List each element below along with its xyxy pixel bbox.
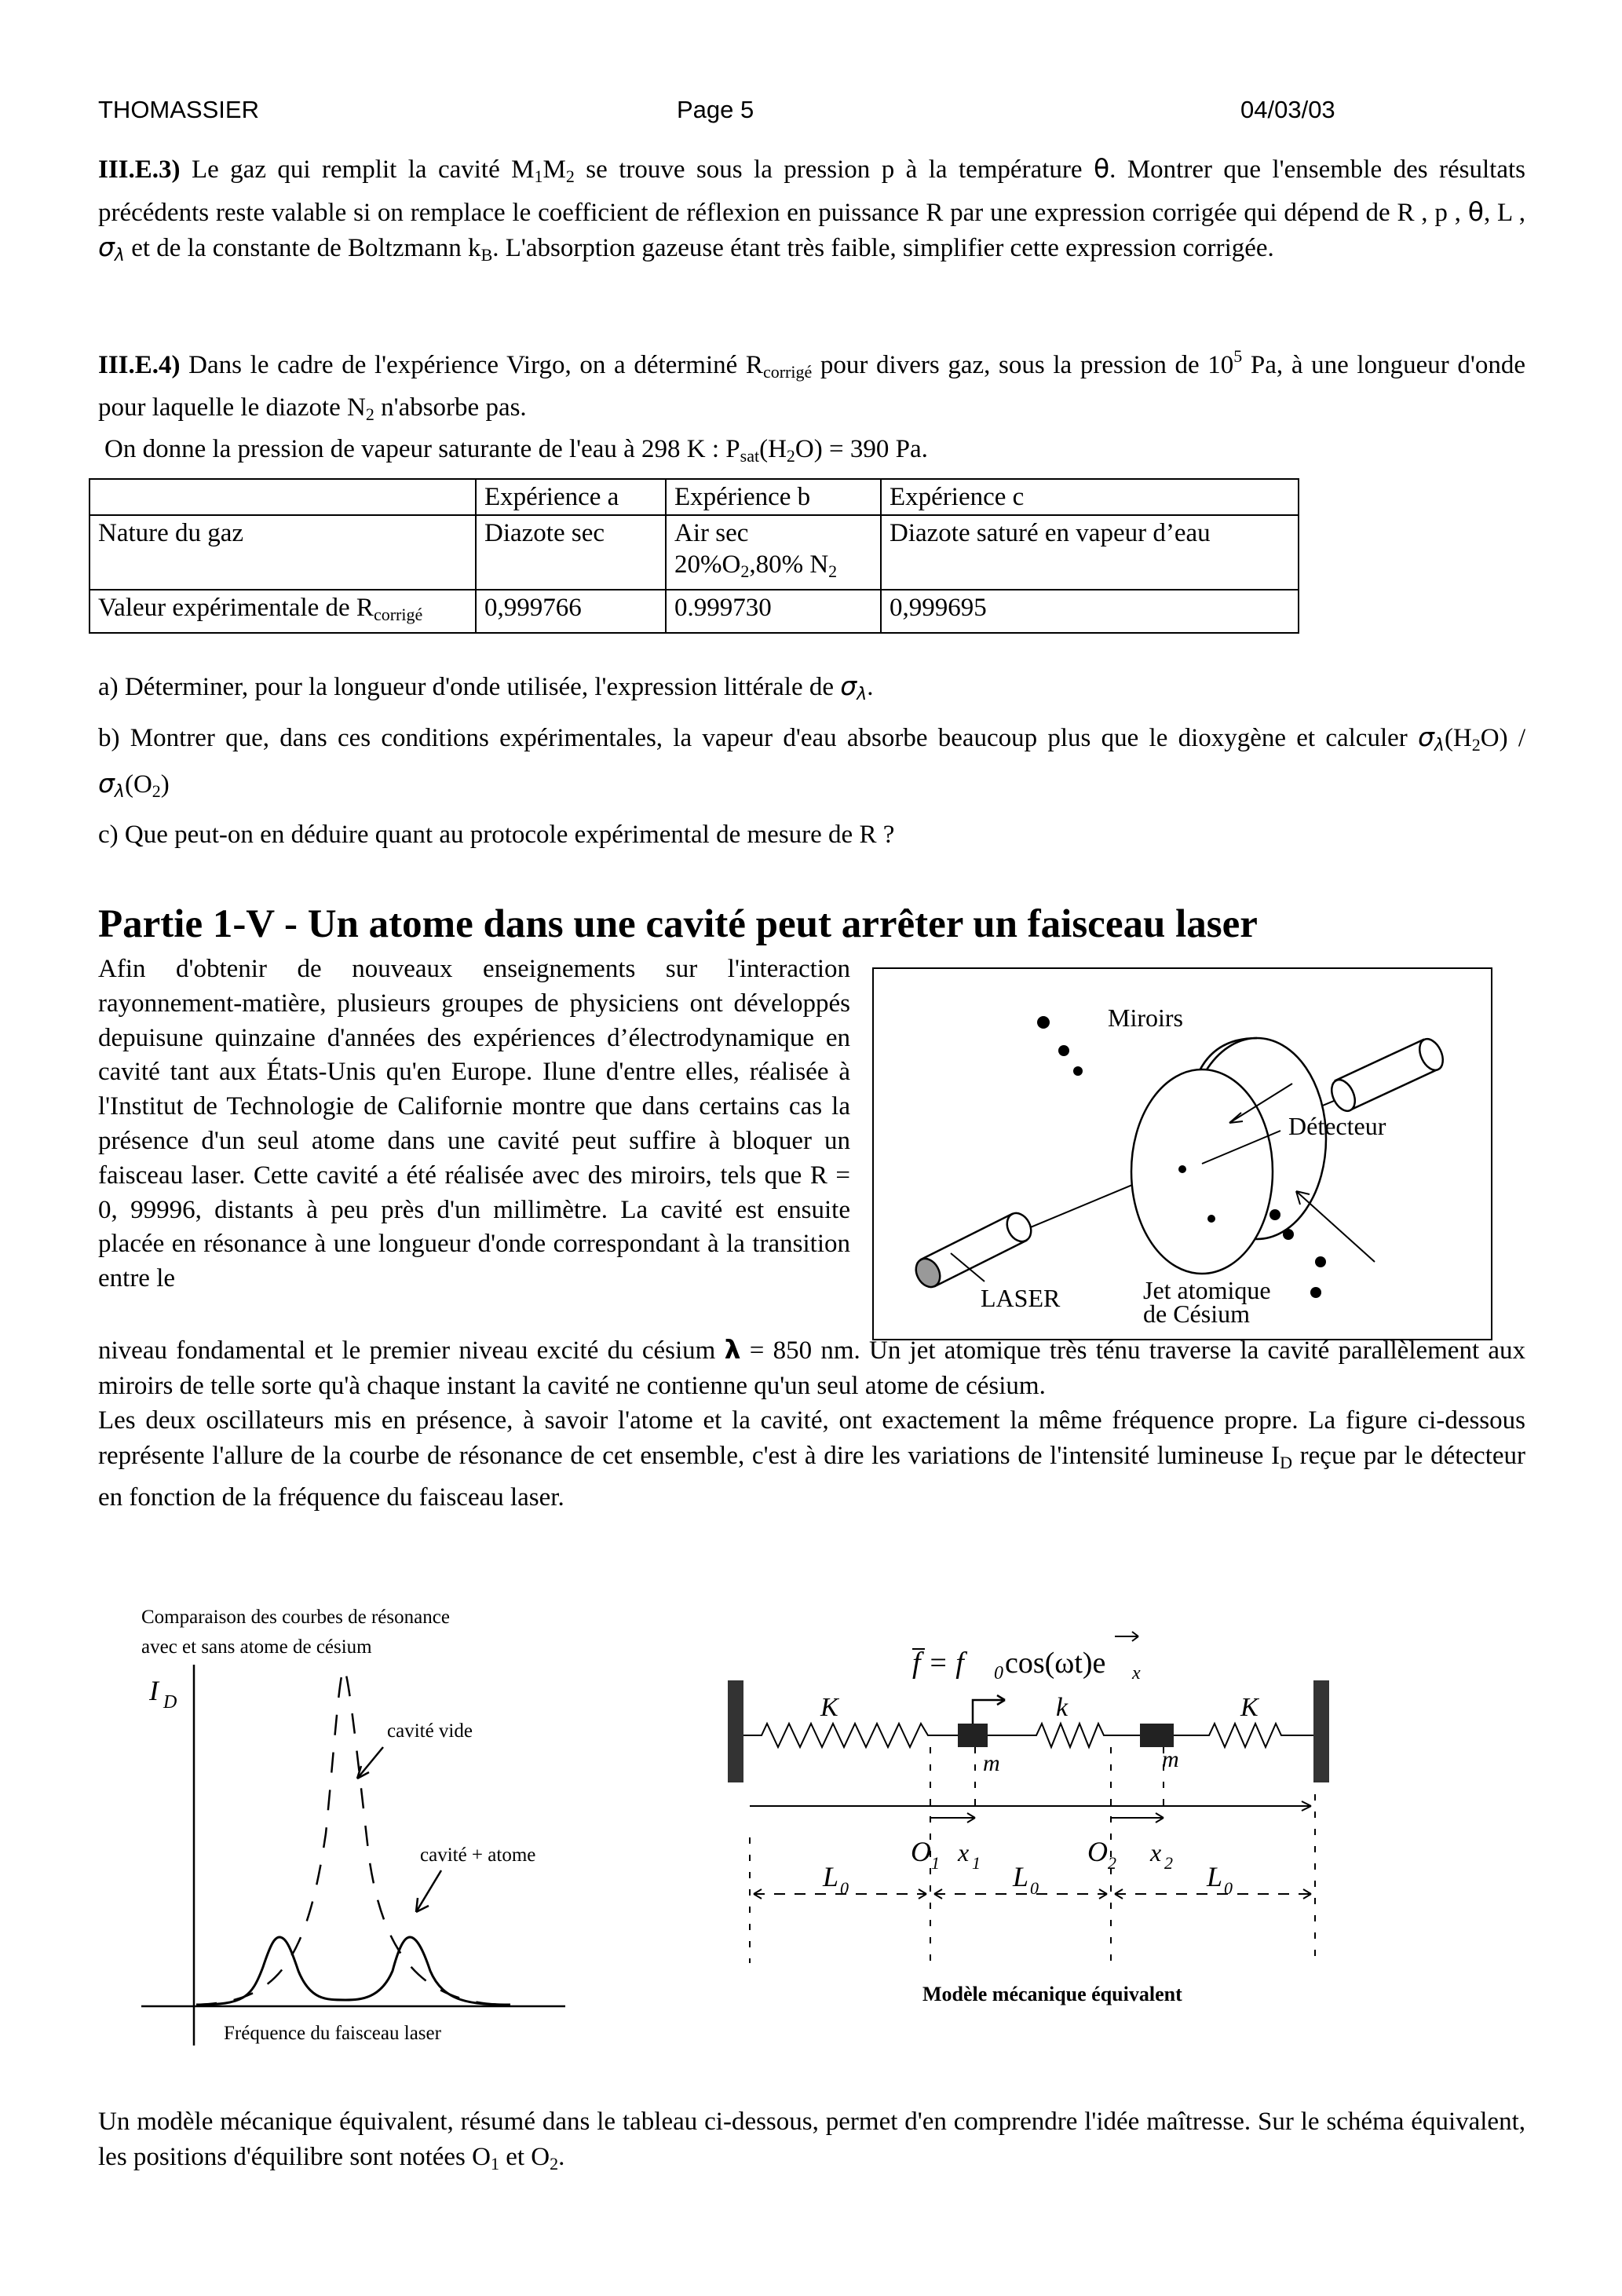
sigma-lambda-symbol: $\sigma_\lambda$ [98, 232, 125, 265]
svg-text:0: 0 [1224, 1878, 1233, 1898]
spring-middle [988, 1724, 1140, 1747]
curve-empty-cavity [196, 1669, 502, 2005]
force-label [912, 1632, 1141, 1684]
label-detecteur: Détecteur [1288, 1112, 1386, 1140]
label-jet-atomique: Jet atomique [1143, 1276, 1271, 1304]
question-4: III.E.4) Dans le cadre de l'expérience Virgo, on a déterminé $R_{corrigé}$ pour divers gaz, sous la pression de $10^5$ Pa, à une longueur d'onde pour laquelle le diazote $N_2$ n'absorbe pas. On donne la pression de vapeur saturante de l'eau à 298 K : $P_{sat}(H_2O) = 390$ Pa. [98, 346, 1525, 466]
table-cell: 0,999695 [881, 590, 1299, 633]
svg-text:0: 0 [994, 1663, 1003, 1684]
svg-text:1: 1 [972, 1853, 981, 1873]
svg-text:x: x [1132, 1663, 1141, 1684]
label-x2: x [1150, 1838, 1162, 1866]
svg-text:2: 2 [1108, 1853, 1116, 1873]
mass-2 [1140, 1724, 1174, 1747]
svg-text:1: 1 [931, 1853, 940, 1873]
svg-text:0: 0 [1030, 1878, 1039, 1898]
mirror-front [1131, 1069, 1273, 1274]
label-L0-left: L [823, 1861, 839, 1892]
header-page: Page 5 [677, 96, 754, 123]
label-O2: O [1087, 1836, 1108, 1867]
cavity-figure [872, 967, 1492, 1340]
mech-caption: Modèle mécanique équivalent [922, 1983, 1182, 2005]
table-header: Expérience a [476, 479, 666, 515]
svg-text:f = f: f = f [912, 1647, 964, 1680]
label-L0-right: L [1207, 1861, 1223, 1892]
table-cell: Diazote sec [476, 515, 666, 590]
x-axis-label: Fréquence du faisceau laser [224, 2023, 441, 2044]
q4-label: III.E.4) [98, 351, 181, 379]
table-header: Expérience c [881, 479, 1299, 515]
y-axis-label: I [149, 1675, 159, 1706]
label-m1: m [983, 1750, 1000, 1776]
label-m2: m [1162, 1746, 1179, 1772]
sub-questions: a) Déterminer, pour la longueur d'onde utilisée, l'expression littérale de $\sigma_\lambda$. b) Montrer que, dans ces conditions expérimentales, la vapeur d'eau absorbe beaucoup plus que le dioxygène et calculer $\sigma_\lambda(H_2O) / \sigma_\lambda(O_2)$ c) Que peut-on en déduire quant au protocole expérimental de mesure de R ? [98, 671, 1525, 849]
header-date: 04/03/03 [1240, 96, 1335, 123]
table-cell: Valeur expérimentale de $R_{corrigé}$ [90, 590, 476, 633]
svg-text:cos(ωt)e: cos(ωt)e [1005, 1647, 1106, 1680]
wall-left [728, 1680, 743, 1782]
label-cesium: de Césium [1143, 1300, 1250, 1328]
reference-lines [750, 1747, 1315, 1963]
spring-left [743, 1724, 958, 1747]
resonance-title-1: Comparaison des courbes de résonance [141, 1607, 450, 1628]
table-cell: Diazote saturé en vapeur d’eau [881, 515, 1299, 590]
label-k: k [1056, 1693, 1069, 1722]
table-row [90, 515, 1299, 590]
table-cell: Air sec $20\%O_2,80\%$ $N_2$ [666, 515, 881, 590]
intro-continued: niveau fondamental et le premier niveau excité du césium λ = 850 nm. Un jet atomique très ténu traverse la cavité parallèlement aux miroirs de telle sorte qu'à chaque instant la cavité ne contienne qu'un seul atome de césium. Les deux oscillateurs mis en présence, à savoir l'atome et la cavité, ont exactement la même fréquence propre. La figure ci-dessous représente l'allure de la courbe de résonance de cet ensemble, c'est à dire les variations de l'intensité lumineuse $I_D$ reçue par le détecteur en fonction de la fréquence du faisceau laser. [98, 1334, 1526, 1512]
gas-table [89, 478, 1299, 634]
label-cavite-atome: cavité + atome [420, 1844, 536, 1866]
svg-text:0: 0 [840, 1878, 849, 1898]
wall-right [1313, 1680, 1329, 1782]
label-laser: LASER [981, 1284, 1061, 1312]
mass-1 [958, 1724, 988, 1747]
question-3: III.E.3) Le gaz qui remplit la cavité $M_1M_2$ se trouve sous la pression p à la température θ. Montrer que l'ensemble des résultats précédents reste valable si on remplace le coefficient de réflexion en puissance R par une expression corrigée qui dépend de R , p , θ, L , $\sigma_\lambda$ et de la constante de Boltzmann $k_B$. L'absorption gazeuse étant très faible, simplifier cette expression corrigée. [98, 153, 1526, 265]
table-header: Expérience b [666, 479, 881, 515]
resonance-title-2: avec et sans atome de césium [141, 1636, 372, 1658]
curve-cavity-atom [196, 1937, 510, 2005]
label-O1: O [911, 1836, 931, 1867]
table-row [90, 479, 1299, 515]
table-row [90, 590, 1299, 633]
header-author: THOMASSIER [98, 96, 259, 123]
label-L0-middle: L [1013, 1861, 1029, 1892]
table-cell: Nature du gaz [90, 515, 476, 590]
resonance-figure [133, 1598, 573, 2053]
mechanical-model-figure [722, 1610, 1350, 2010]
table-cell: 0,999766 [476, 590, 666, 633]
label-x1: x [958, 1838, 970, 1866]
part-title: Partie 1-V - Un atome dans une cavité peut arrêter un faisceau laser [98, 902, 1258, 946]
svg-text:D: D [163, 1692, 177, 1713]
label-miroirs: Miroirs [1108, 1004, 1183, 1032]
label-K-left: K [820, 1693, 838, 1722]
q3-label: III.E.3) [98, 155, 181, 184]
label-cavite-vide: cavité vide [387, 1720, 473, 1742]
label-K-right: K [1240, 1693, 1259, 1722]
spring-right [1174, 1724, 1313, 1747]
intro-paragraph: Afin d'obtenir de nouveaux enseignements sur l'interaction rayonnement-matière, plusieurs groupes de physiciens ont développés depuisune quinzaine d'années des expériences d’électrodynamique en cavité tant aux États-Unis qu'en Europe. Ilune d'entre elles, réalisée à l'Institut de Technologie de Californie montre que dans certains cas la présence d'un seul atome dans une cavité peut suffire à bloquer un faisceau laser. Cette cavité a été réalisée avec des miroirs, tels que R = 0, 99996, distants à peu près d'un millimètre. La cavité est ensuite placée en résonance à une longueur d'onde correspondant à la transition entre le [98, 955, 850, 1293]
svg-text:2: 2 [1164, 1853, 1173, 1873]
table-cell: 0.999730 [666, 590, 881, 633]
conclusion-paragraph: Un modèle mécanique équivalent, résumé dans le tableau ci-dessous, permet d'en comprendre l'idée maîtresse. Sur le schéma équivalent, les positions d'équilibre sont notées $O_1$ et $O_2$. [98, 2108, 1525, 2174]
